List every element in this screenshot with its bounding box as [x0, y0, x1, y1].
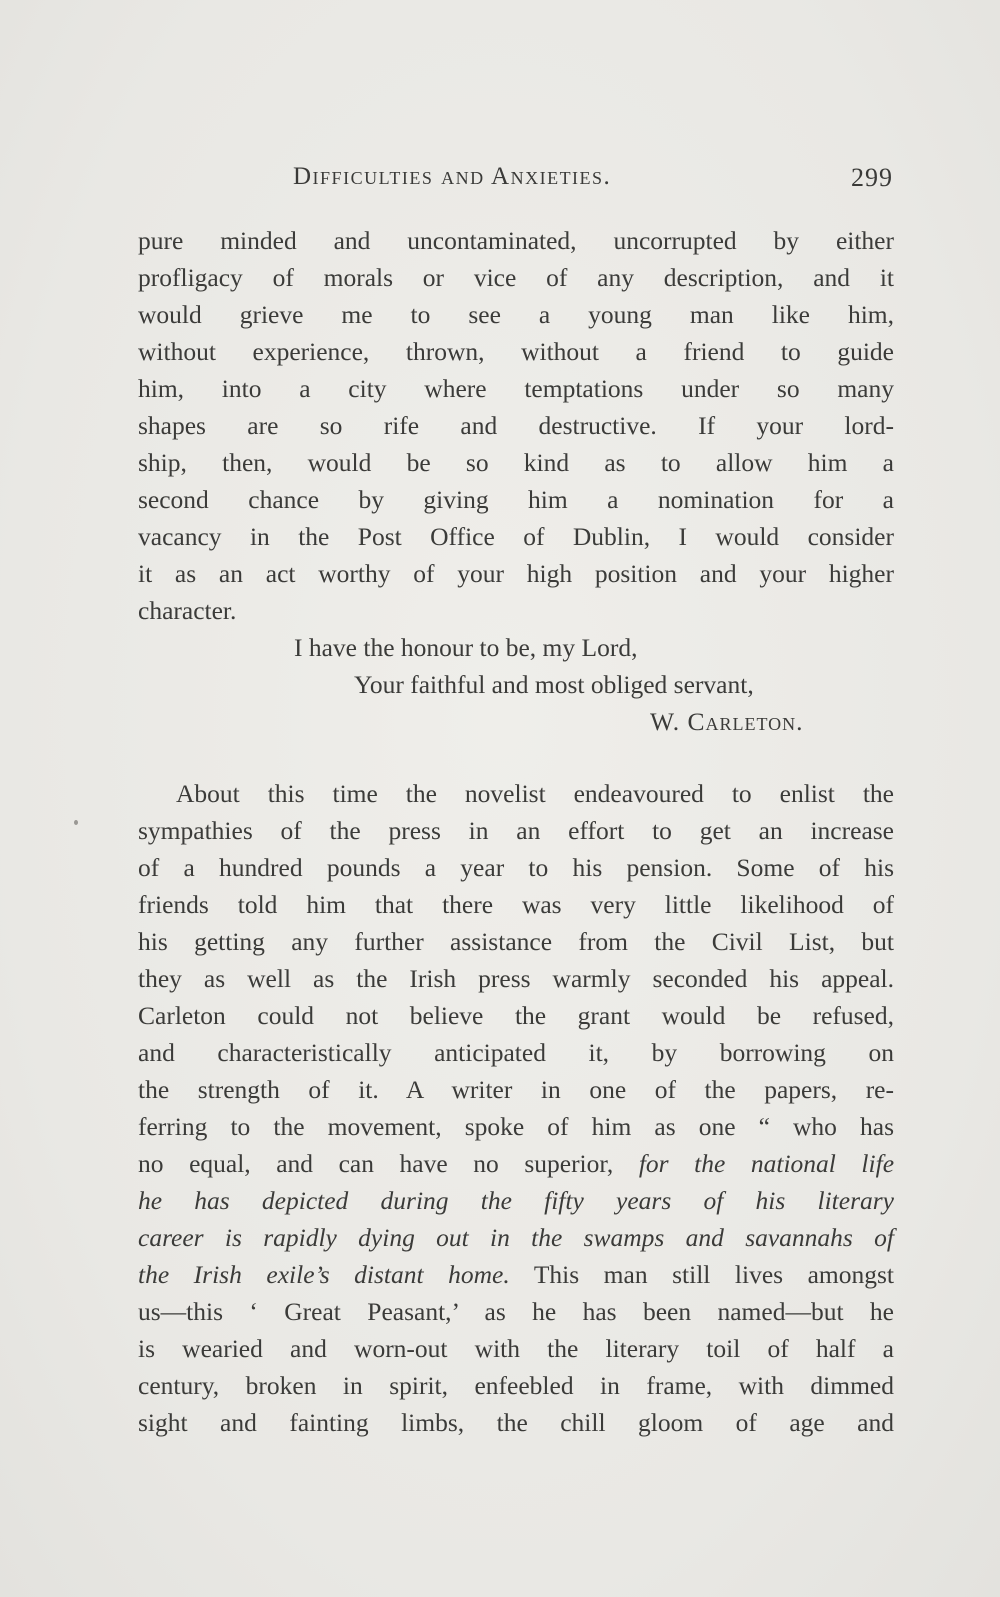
text-line: pure minded and uncontaminated, uncorrupted by either — [138, 226, 894, 255]
page-number: 299 — [851, 163, 893, 192]
text-line-mixed — [138, 1256, 894, 1293]
italic-text: career is rapidly dying out in the swamps and savannahs of — [138, 1223, 894, 1252]
italic-line — [138, 1182, 894, 1219]
text-line: his getting any further assistance from the Civil List, but — [138, 927, 894, 956]
text-line: would grieve me to see a young man like him, — [138, 300, 894, 329]
text-line: and characteristically anticipated it, by borrowing on — [138, 1038, 894, 1067]
roman-text: This man still lives amongst — [533, 1260, 894, 1289]
roman-text: no equal, and can have no superior, — [138, 1149, 614, 1178]
italic-line — [138, 1219, 894, 1256]
letter-body — [138, 222, 894, 629]
running-title: Difficulties and Anxieties. — [293, 163, 612, 190]
text-line: character. — [138, 596, 237, 625]
text-line: him, into a city where temptations under so many — [138, 374, 894, 403]
text-line: About this time the novelist endeavoured to enlist the — [176, 779, 894, 808]
text-line: Carleton could not believe the grant would be refused, — [138, 1001, 894, 1030]
text-line: sympathies of the press in an effort to get an increase — [138, 816, 894, 845]
text-line: is wearied and worn-out with the literary toil of half a — [138, 1334, 894, 1363]
text-line: the strength of it. A writer in one of the papers, re- — [138, 1075, 894, 1104]
text-line: us—this ‘ Great Peasant,’ as he has been named—but he — [138, 1297, 894, 1326]
text-line: vacancy in the Post Office of Dublin, I would consider — [138, 522, 894, 551]
text-line: of a hundred pounds a year to his pension. Some of his — [138, 853, 894, 882]
running-head — [138, 163, 898, 199]
text-line: friends told him that there was very little likelihood of — [138, 890, 894, 919]
text-line: it as an act worthy of your high position and your higher — [138, 559, 894, 588]
text-line: ship, then, would be so kind as to allow him a — [138, 448, 894, 477]
paper-speck — [74, 820, 78, 825]
text-line: second chance by giving him a nomination for a — [138, 485, 894, 514]
text-line: without experience, thrown, without a friend to guide — [138, 337, 894, 366]
text-line: sight and fainting limbs, the chill gloom of age and — [138, 1408, 894, 1437]
text-line: they as well as the Irish press warmly seconded his appeal. — [138, 964, 894, 993]
letter-closing: I have the honour to be, my Lord, — [294, 633, 638, 662]
text-line: shapes are so rife and destructive. If your lord- — [138, 411, 894, 440]
italic-text: the Irish exile’s distant home. — [138, 1260, 510, 1289]
text-line: century, broken in spirit, enfeebled in frame, with dimmed — [138, 1371, 894, 1400]
text-line-mixed — [138, 1145, 894, 1182]
text-line: ferring to the movement, spoke of him as one “ who has — [138, 1112, 894, 1141]
text-line: profligacy of morals or vice of any description, and it — [138, 263, 894, 292]
main-paragraph — [138, 775, 894, 1441]
letter-signature — [650, 703, 804, 740]
signature-name: Carleton. — [687, 707, 804, 736]
italic-text: he has depicted during the fifty years of his literary — [138, 1186, 894, 1215]
italic-text: for the national life — [638, 1149, 895, 1178]
signature-initial: W. — [650, 707, 681, 736]
letter-salutation: Your faithful and most obliged servant, — [354, 670, 754, 699]
